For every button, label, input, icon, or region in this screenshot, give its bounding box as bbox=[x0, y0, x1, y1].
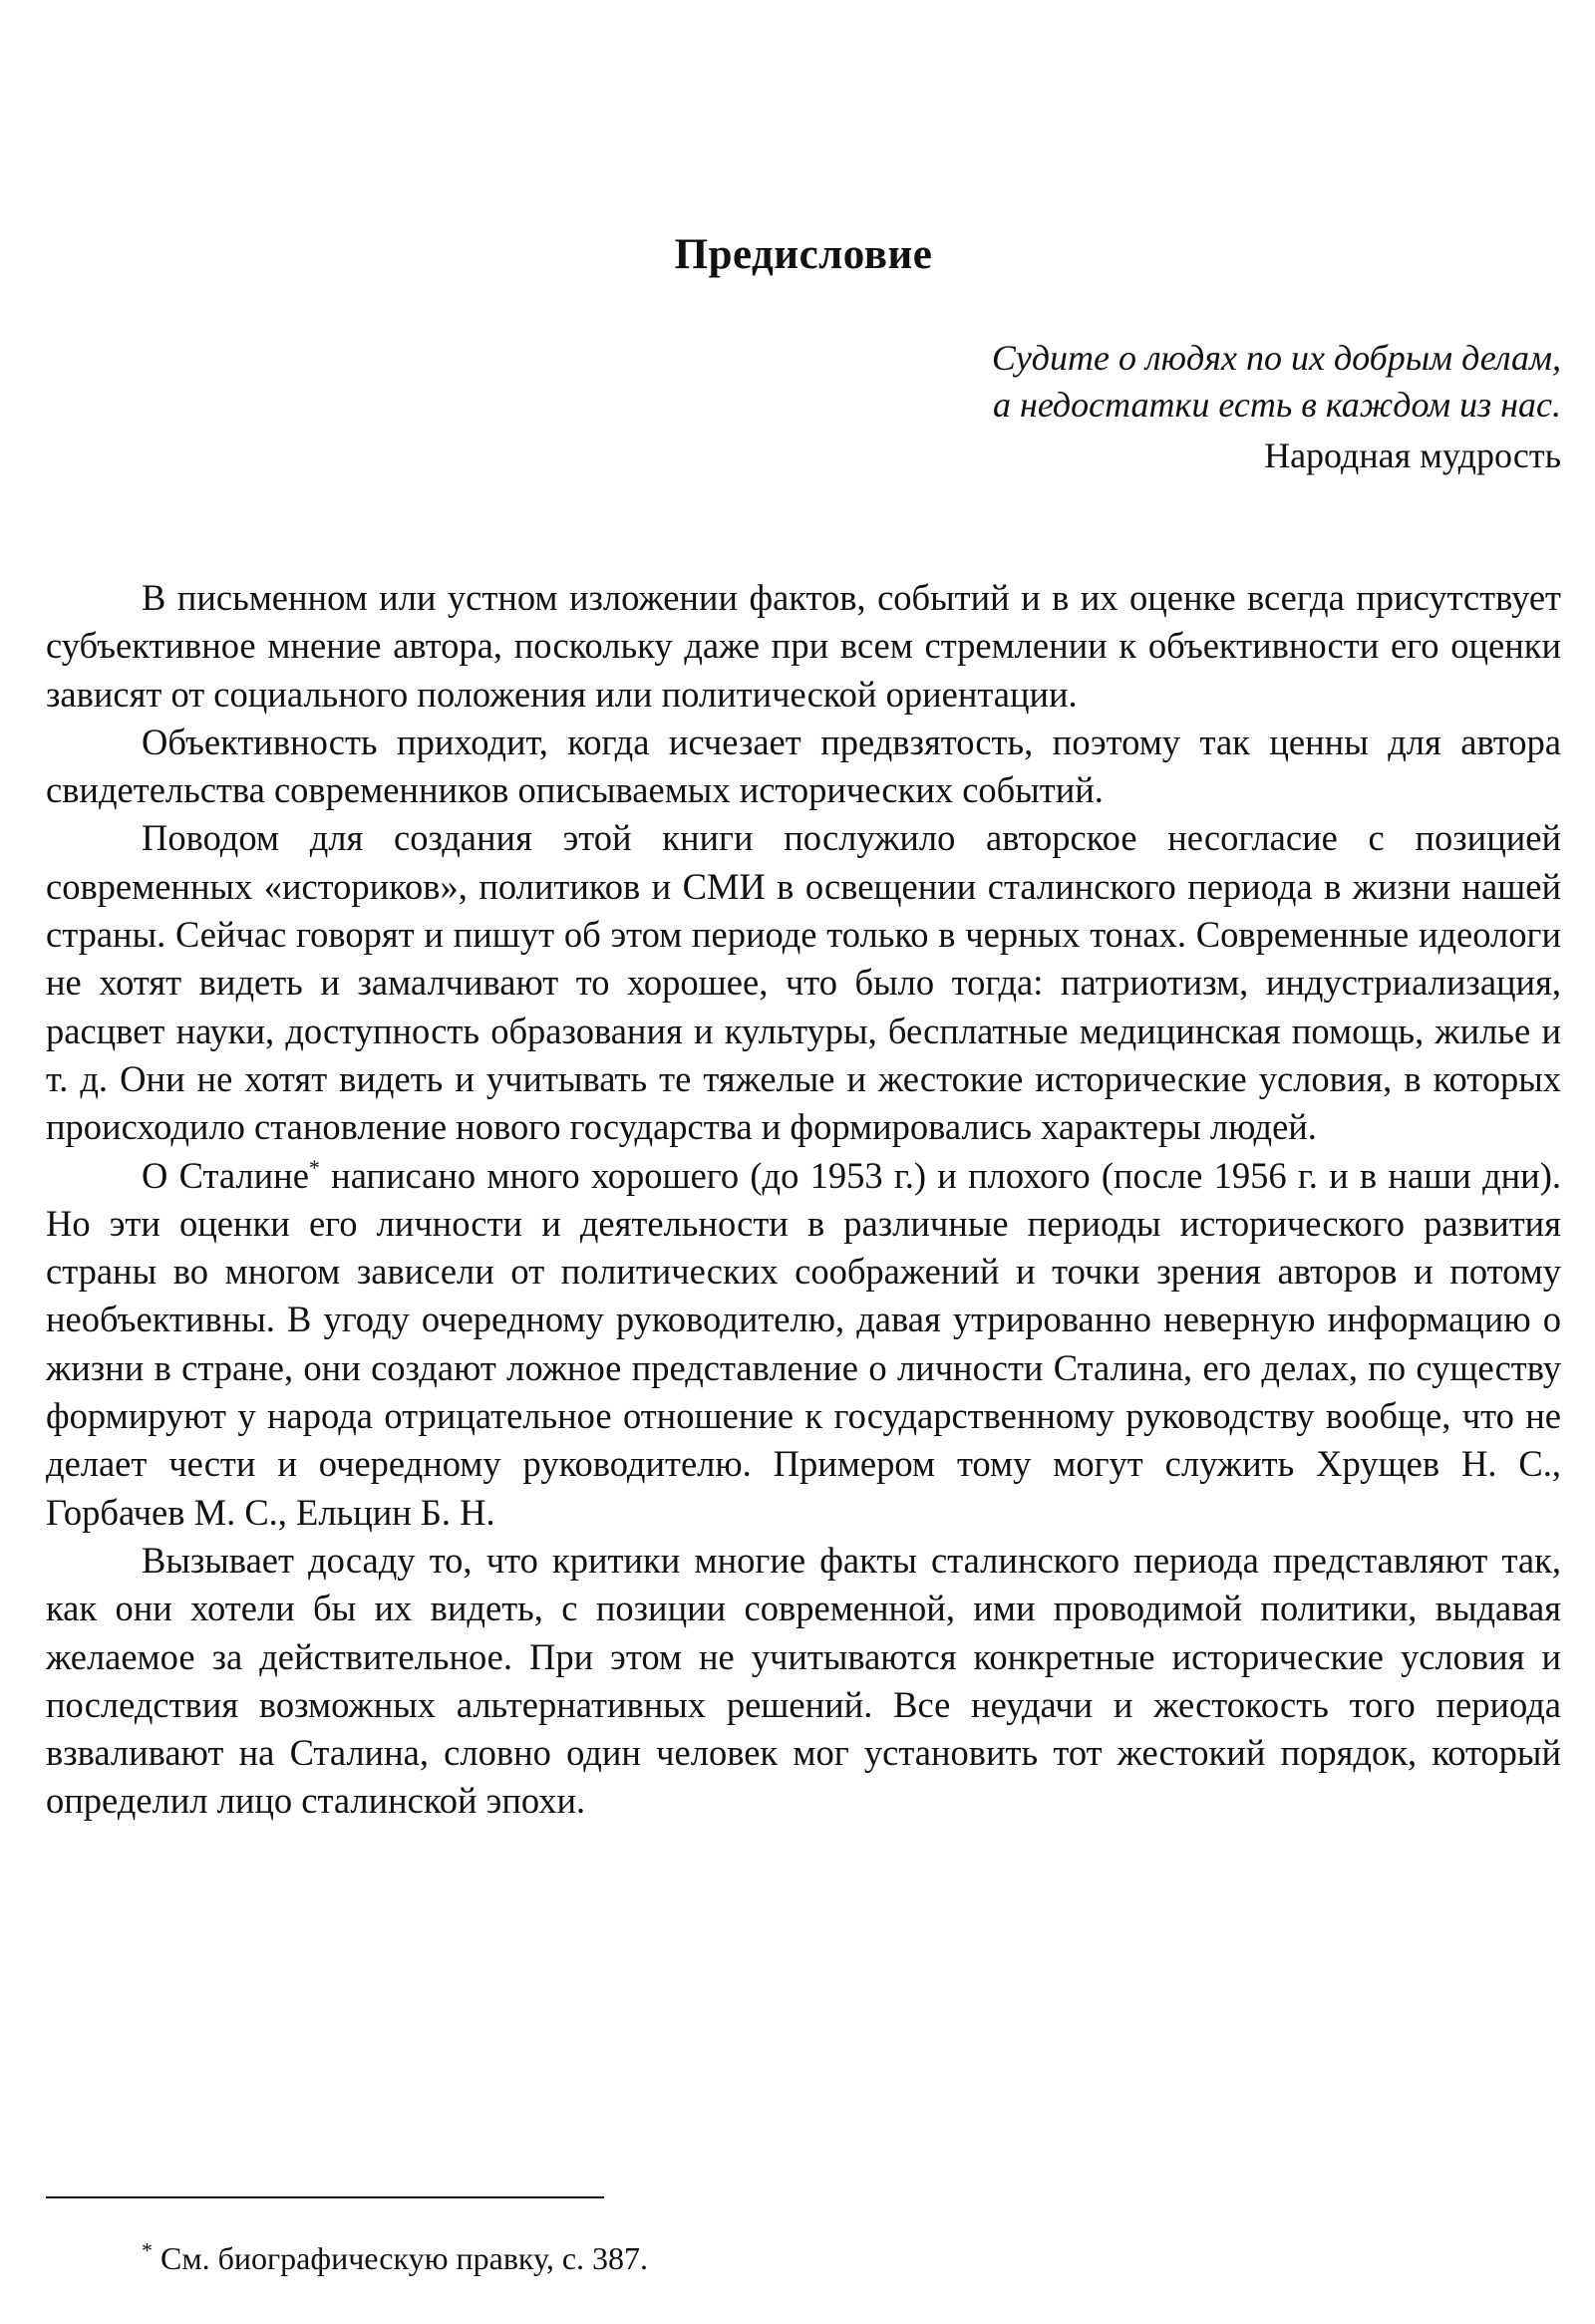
epigraph-line-2: а недостатки есть в каждом из нас. bbox=[992, 385, 1561, 425]
paragraph-3: Поводом для создания этой книги послужило авторское несогласие с позицией современных «историков», политиков и СМИ в освещении сталинского периода в жизни нашей страны. Сейчас говорят и пишут об этом периоде только в черных тонах. Современные идеологи не хотят видеть и замалчивают то хорошее, что было тогда: патриотизм, индустриализация, расцвет науки, доступность образования и культуры, бесплатные медицинская помощь, жилье и т. д. Они не хотят видеть и учитывать те тяжелые и жестокие исторические условия, в которых происходило становление нового государства и формировались характеры людей. bbox=[46, 817, 1561, 1148]
footnote-divider bbox=[46, 2196, 604, 2198]
page-title: Предисловие bbox=[674, 231, 933, 278]
epigraph bbox=[992, 335, 1561, 479]
paragraph-5: Вызывает досаду то, что критики многие факты сталинского периода представляют так, как они хотели бы их видеть, с позиции современной, ими проводимой политики, выдавая желаемое за действительное. При этом не учитываются конкретные исторические условия и последствия возможных альтернативных решений. Все неудачи и жестокость того периода взваливают на Сталина, словно один человек мог установить тот жестокий порядок, который определил лицо сталинской эпохи. bbox=[46, 1539, 1561, 1822]
epigraph-line-1: Судите о людях по их добрым делам, bbox=[991, 338, 1561, 378]
footnote bbox=[142, 2238, 648, 2278]
paragraph-2: Объективность приходит, когда исчезает предвзятость, поэтому так ценны для автора свидетельства современников описываемых исторических событий. bbox=[46, 721, 1561, 811]
paragraph-1: В письменном или устном изложении фактов, событий и в их оценке всегда присутствует субъективное мнение автора, поскольку даже при всем стремлении к объективности его оценки зависят от социального положения или политической ориентации. bbox=[46, 577, 1561, 715]
paragraph-4-start: О Сталине bbox=[142, 1154, 309, 1196]
paragraph-4-rest: написано много хорошего (до 1953 г.) и плохого (после 1956 г. и в наши дни). Но эти оценки его личности и деятельности в различные периоды исторического развития страны во многом зависели от политических соображений и точки зрения авторов и потому необъективны. В угоду очередному руководителю, давая утрированно неверную информацию о жизни в стране, они создают ложное представление о личности Сталина, его делах, по существу формируют у народа отрицательное отношение к государственному руководству вообще, что не делает чести и очередному руководителю. Примером тому могут служить Хрущев Н. С., Горбачев М. С., Ельцин Б. Н. bbox=[46, 1154, 1561, 1533]
document-page bbox=[46, 0, 1561, 2324]
footnote-marker: * bbox=[142, 2237, 153, 2263]
paragraph-4 bbox=[46, 1152, 1561, 1537]
footnote-text: См. биографическую правку, с. 387. bbox=[153, 2240, 649, 2276]
body-text bbox=[46, 574, 1561, 1826]
epigraph-source: Народная мудрость bbox=[1264, 436, 1561, 475]
footnote-reference[interactable]: * bbox=[308, 1154, 320, 1180]
